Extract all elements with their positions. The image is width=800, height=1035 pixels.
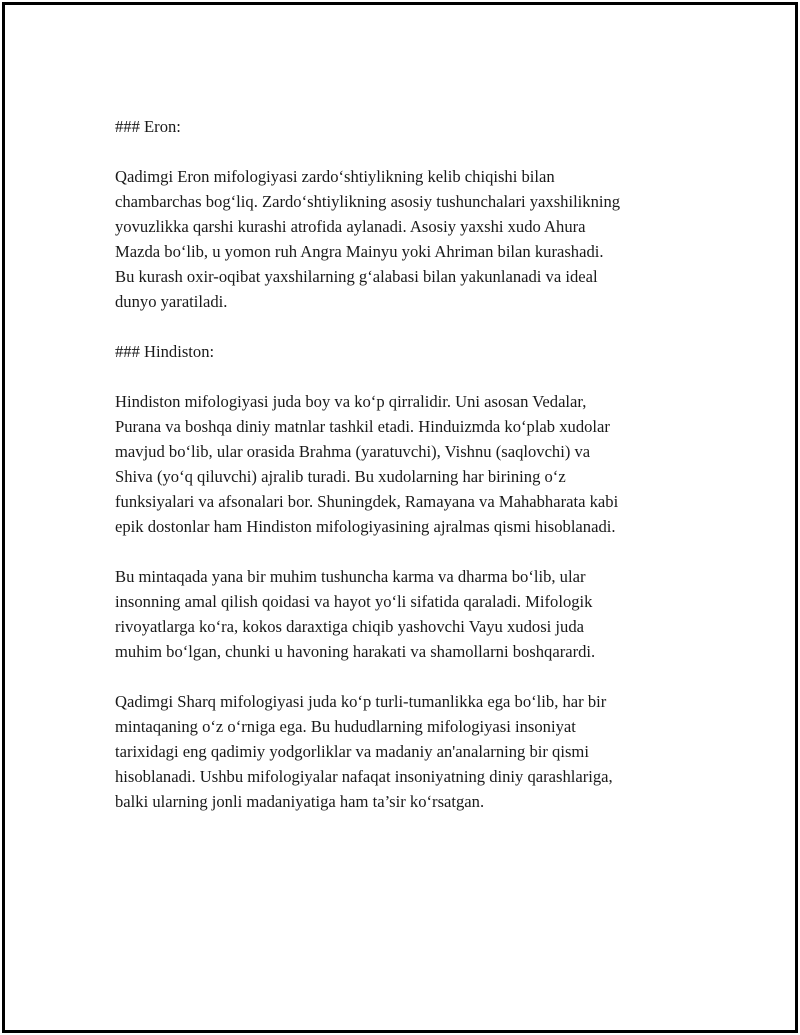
document-body xyxy=(115,114,715,839)
section-heading-hindiston: ### Hindiston: xyxy=(115,342,215,361)
paragraph-eron: Qadimgi Eron mifologiyasi zardo‘shtiylikning kelib chiqishi bilan chambarchas bog‘liq. Zardo‘shtiylikning asosiy tushunchalari yaxshilikning yovuzlikka qarshi kurashi atrofida aylanadi. Asosiy yaxshi xudo Ahura Mazda bo‘lib, u yomon ruh Angra Mainyu yoki Ahriman bilan kurashadi. Bu kurash oxir-oqibat yaxshilarning g‘alabasi bilan yakunlanadi va ideal dunyo yaratiladi. xyxy=(115,167,621,311)
paragraph-hindiston-2: Bu mintaqada yana bir muhim tushuncha karma va dharma bo‘lib, ular insonning amal qilish qoidasi va hayot yo‘li sifatida qaraladi. Mifologik rivoyatlarga ko‘ra, kokos daraxtiga chiqib yashovchi Vayu xudosi juda muhim bo‘lgan, chunki u havoning harakati va shamollarni boshqarardi. xyxy=(115,567,596,661)
paragraph-hindiston-3: Qadimgi Sharq mifologiyasi juda ko‘p turli-tumanlikka ega bo‘lib, har bir mintaqaning o‘z o‘rniga ega. Bu hududlarning mifologiyasi insoniyat tarixidagi eng qadimiy yodgorliklar va madaniy an'analarning bir qismi hisoblanadi. Ushbu mifologiyalar nafaqat insoniyatning diniy qarashlariga, balki ularning jonli madaniyatiga ham ta’sir ko‘rsatgan. xyxy=(115,692,613,811)
paragraph-hindiston-1: Hindiston mifologiyasi juda boy va ko‘p qirralidir. Uni asosan Vedalar, Purana va boshqa diniy matnlar tashkil etadi. Hinduizmda ko‘plab xudolar mavjud bo‘lib, ular orasida Brahma (yaratuvchi), Vishnu (saqlovchi) va Shiva (yo‘q qiluvchi) ajralib turadi. Bu xudolarning har birining o‘z funksiyalari va afsonalari bor. Shuningdek, Ramayana va Mahabharata kabi epik dostonlar ham Hindiston mifologiyasining ajralmas qismi hisoblanadi. xyxy=(115,392,619,536)
section-heading-eron: ### Eron: xyxy=(115,117,181,136)
